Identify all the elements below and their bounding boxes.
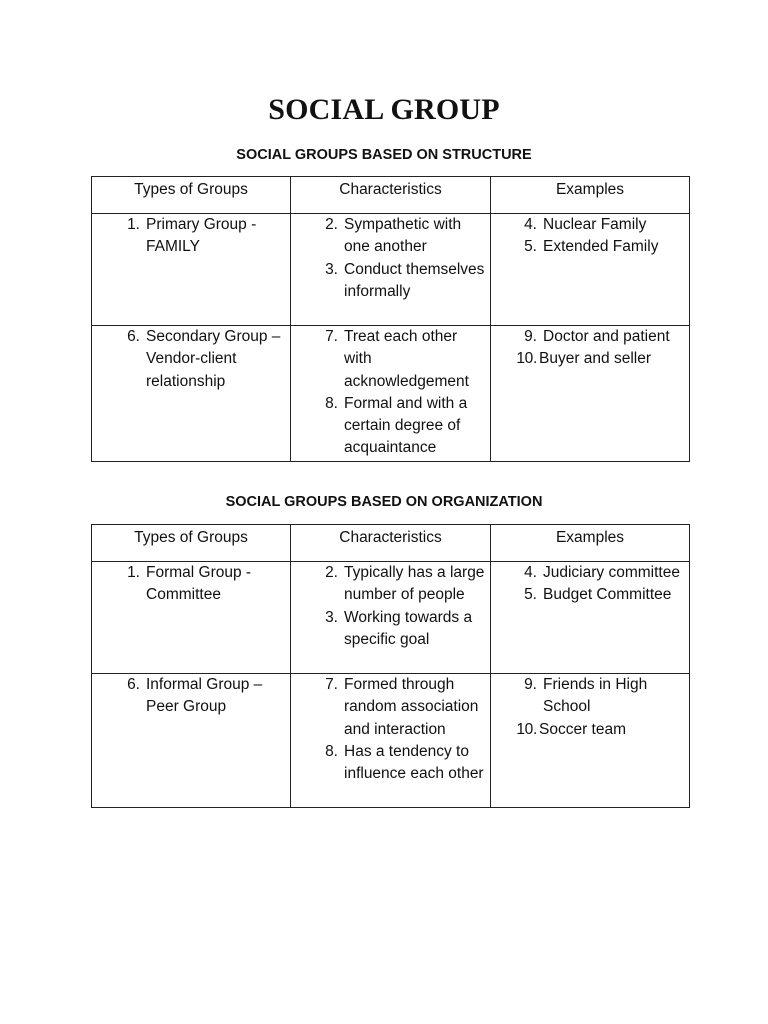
characteristics-cell [291, 562, 491, 674]
characteristics-cell [291, 326, 491, 462]
item-text: Formal and with a certain degree of acquaintance [344, 394, 468, 457]
document-title: SOCIAL GROUP [268, 93, 500, 126]
column-header-examples: Examples [491, 177, 690, 214]
characteristics-cell [291, 214, 491, 326]
examples-cell [491, 214, 690, 326]
item-number: 10. [516, 720, 537, 738]
item-number: 7. [325, 328, 338, 345]
types-cell [92, 214, 291, 326]
examples-cell [491, 674, 690, 808]
list-item [513, 674, 685, 719]
list-item [116, 326, 282, 393]
item-text: Extended Family [543, 238, 659, 256]
list-item [116, 214, 282, 259]
item-number: 6. [127, 328, 140, 345]
types-cell [92, 326, 291, 462]
table-row [92, 562, 690, 674]
list-item [314, 214, 486, 259]
item-number: 1. [127, 216, 140, 233]
characteristics-cell [291, 674, 491, 808]
list-item [513, 562, 685, 584]
structure-table [91, 176, 690, 462]
item-text: Nuclear Family [543, 216, 647, 233]
list-item [513, 236, 685, 258]
column-header-types: Types of Groups [92, 525, 291, 562]
list-item [513, 584, 685, 606]
item-number: 5. [524, 238, 537, 256]
item-text: Sympathetic with one another [344, 216, 462, 256]
item-number: 4. [524, 216, 537, 233]
item-number: 3. [325, 260, 338, 278]
list-item [116, 562, 282, 607]
item-text: Friends in High School [543, 676, 648, 716]
column-header-examples: Examples [491, 525, 690, 562]
types-cell [92, 562, 291, 674]
table-row [92, 674, 690, 808]
item-number: 2. [325, 216, 338, 233]
examples-cell [491, 562, 690, 674]
item-text: Formed through random association and interaction [344, 676, 479, 738]
item-number: 9. [524, 676, 537, 693]
item-text: Buyer and seller [539, 350, 652, 368]
section-heading-organization: SOCIAL GROUPS BASED ON ORGANIZATION [225, 494, 543, 510]
item-text: Treat each other with acknowledgement [344, 328, 469, 390]
item-text: Primary Group - FAMILY [146, 216, 257, 256]
item-text: Formal Group - Committee [146, 564, 252, 604]
item-number: 9. [524, 328, 537, 345]
item-text: Soccer team [539, 720, 627, 738]
item-number: 4. [524, 564, 537, 581]
list-item [314, 607, 486, 652]
list-item [314, 674, 486, 741]
list-item [314, 741, 486, 786]
types-cell [92, 674, 291, 808]
item-number: 8. [325, 394, 338, 412]
item-text: Typically has a large number of people [344, 564, 485, 604]
list-item [513, 348, 685, 370]
item-number: 5. [524, 586, 537, 604]
table-row [92, 214, 690, 326]
item-text: Conduct themselves informally [344, 260, 485, 300]
item-number: 3. [325, 608, 338, 626]
item-text: Doctor and patient [543, 328, 670, 345]
column-header-characteristics: Characteristics [291, 177, 491, 214]
list-item [116, 674, 282, 719]
list-item [513, 719, 685, 741]
list-item [314, 393, 486, 460]
item-number: 10. [516, 350, 537, 368]
table-row [92, 326, 690, 462]
item-number: 7. [325, 676, 338, 693]
item-number: 8. [325, 742, 338, 760]
item-number: 6. [127, 676, 140, 693]
organization-table [91, 524, 690, 808]
item-text: Judiciary committee [543, 564, 680, 581]
column-header-characteristics: Characteristics [291, 525, 491, 562]
table-header-row [92, 177, 690, 214]
list-item [314, 259, 486, 304]
column-header-types: Types of Groups [92, 177, 291, 214]
item-number: 2. [325, 564, 338, 581]
section-heading-structure: SOCIAL GROUPS BASED ON STRUCTURE [236, 147, 532, 163]
list-item [314, 326, 486, 393]
table-header-row [92, 525, 690, 562]
item-text: Has a tendency to influence each other [344, 742, 484, 783]
examples-cell [491, 326, 690, 462]
item-text: Working towards a specific goal [344, 608, 473, 648]
list-item [513, 214, 685, 236]
list-item [513, 326, 685, 348]
item-text: Secondary Group – Vendor-client relationship [146, 328, 281, 390]
list-item [314, 562, 486, 607]
item-number: 1. [127, 564, 140, 581]
item-text: Informal Group – Peer Group [146, 676, 263, 716]
item-text: Budget Committee [543, 586, 672, 604]
